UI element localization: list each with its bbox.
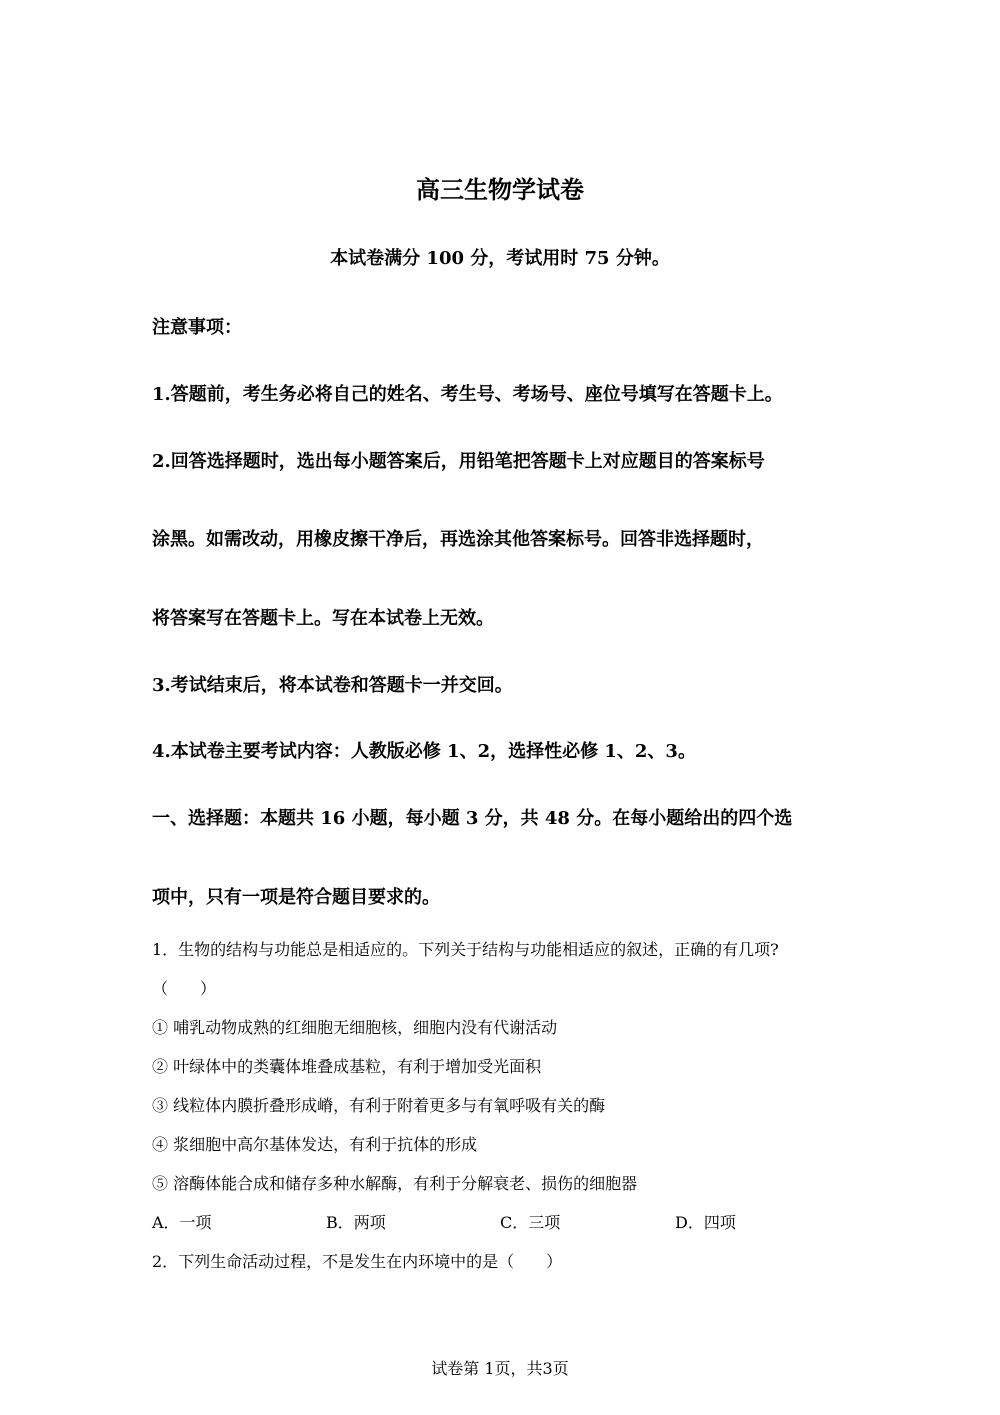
note-item-2-line-1: 2.回答选择题时，选出每小题答案后，用铅笔把答题卡上对应题目的答案标号: [152, 451, 765, 472]
note-item-2-line-2: 涂黑。如需改动，用橡皮擦干净后，再选涂其他答案标号。回答非选择题时，: [152, 529, 764, 550]
section-heading-line-2: 项中，只有一项是符合题目要求的。: [152, 887, 440, 908]
page-footer: 试卷第 1页，共3页: [431, 1359, 569, 1378]
note-item-3: 3.考试结束后，将本试卷和答题卡一并交回。: [152, 675, 513, 696]
page-title: 高三生物学试卷: [416, 175, 584, 204]
statement-1: ① 哺乳动物成熟的红细胞无细胞核，细胞内没有代谢活动: [152, 1018, 558, 1037]
exam-info: 本试卷满分 100 分，考试用时 75 分钟。: [330, 248, 670, 269]
note-item-4: 4.本试卷主要考试内容：人教版必修 1、2，选择性必修 1、2、3。: [152, 741, 696, 762]
note-item-1: 1.答题前，考生务必将自己的姓名、考生号、考场号、座位号填写在答题卡上。: [152, 384, 783, 405]
statement-3: ③ 线粒体内膜折叠形成嵴，有利于附着更多与有氧呼吸有关的酶: [152, 1096, 606, 1115]
question-1-answer-bracket: （ ）: [152, 979, 217, 998]
question-2-stem: 2．下列生命活动过程，不是发生在内环境中的是（ ）: [152, 1252, 563, 1271]
statement-2: ② 叶绿体中的类囊体堆叠成基粒，有利于增加受光面积: [152, 1057, 542, 1076]
option-a: A．一项: [152, 1213, 212, 1232]
option-c: C．三项: [500, 1213, 561, 1232]
option-b: B．两项: [326, 1213, 386, 1232]
note-item-2-line-3: 将答案写在答题卡上。写在本试卷上无效。: [152, 608, 494, 629]
option-d: D．四项: [675, 1213, 736, 1232]
question-1-stem: 1．生物的结构与功能总是相适应的。下列关于结构与功能相适应的叙述，正确的有几项?: [152, 940, 779, 959]
notes-heading: 注意事项：: [152, 317, 242, 338]
section-heading-line-1: 一、选择题：本题共 16 小题，每小题 3 分，共 48 分。在每小题给出的四个选: [152, 808, 793, 829]
statement-4: ④ 浆细胞中高尔基体发达，有利于抗体的形成: [152, 1135, 478, 1154]
statement-5: ⑤ 溶酶体能合成和储存多种水解酶，有利于分解衰老、损伤的细胞器: [152, 1174, 638, 1193]
